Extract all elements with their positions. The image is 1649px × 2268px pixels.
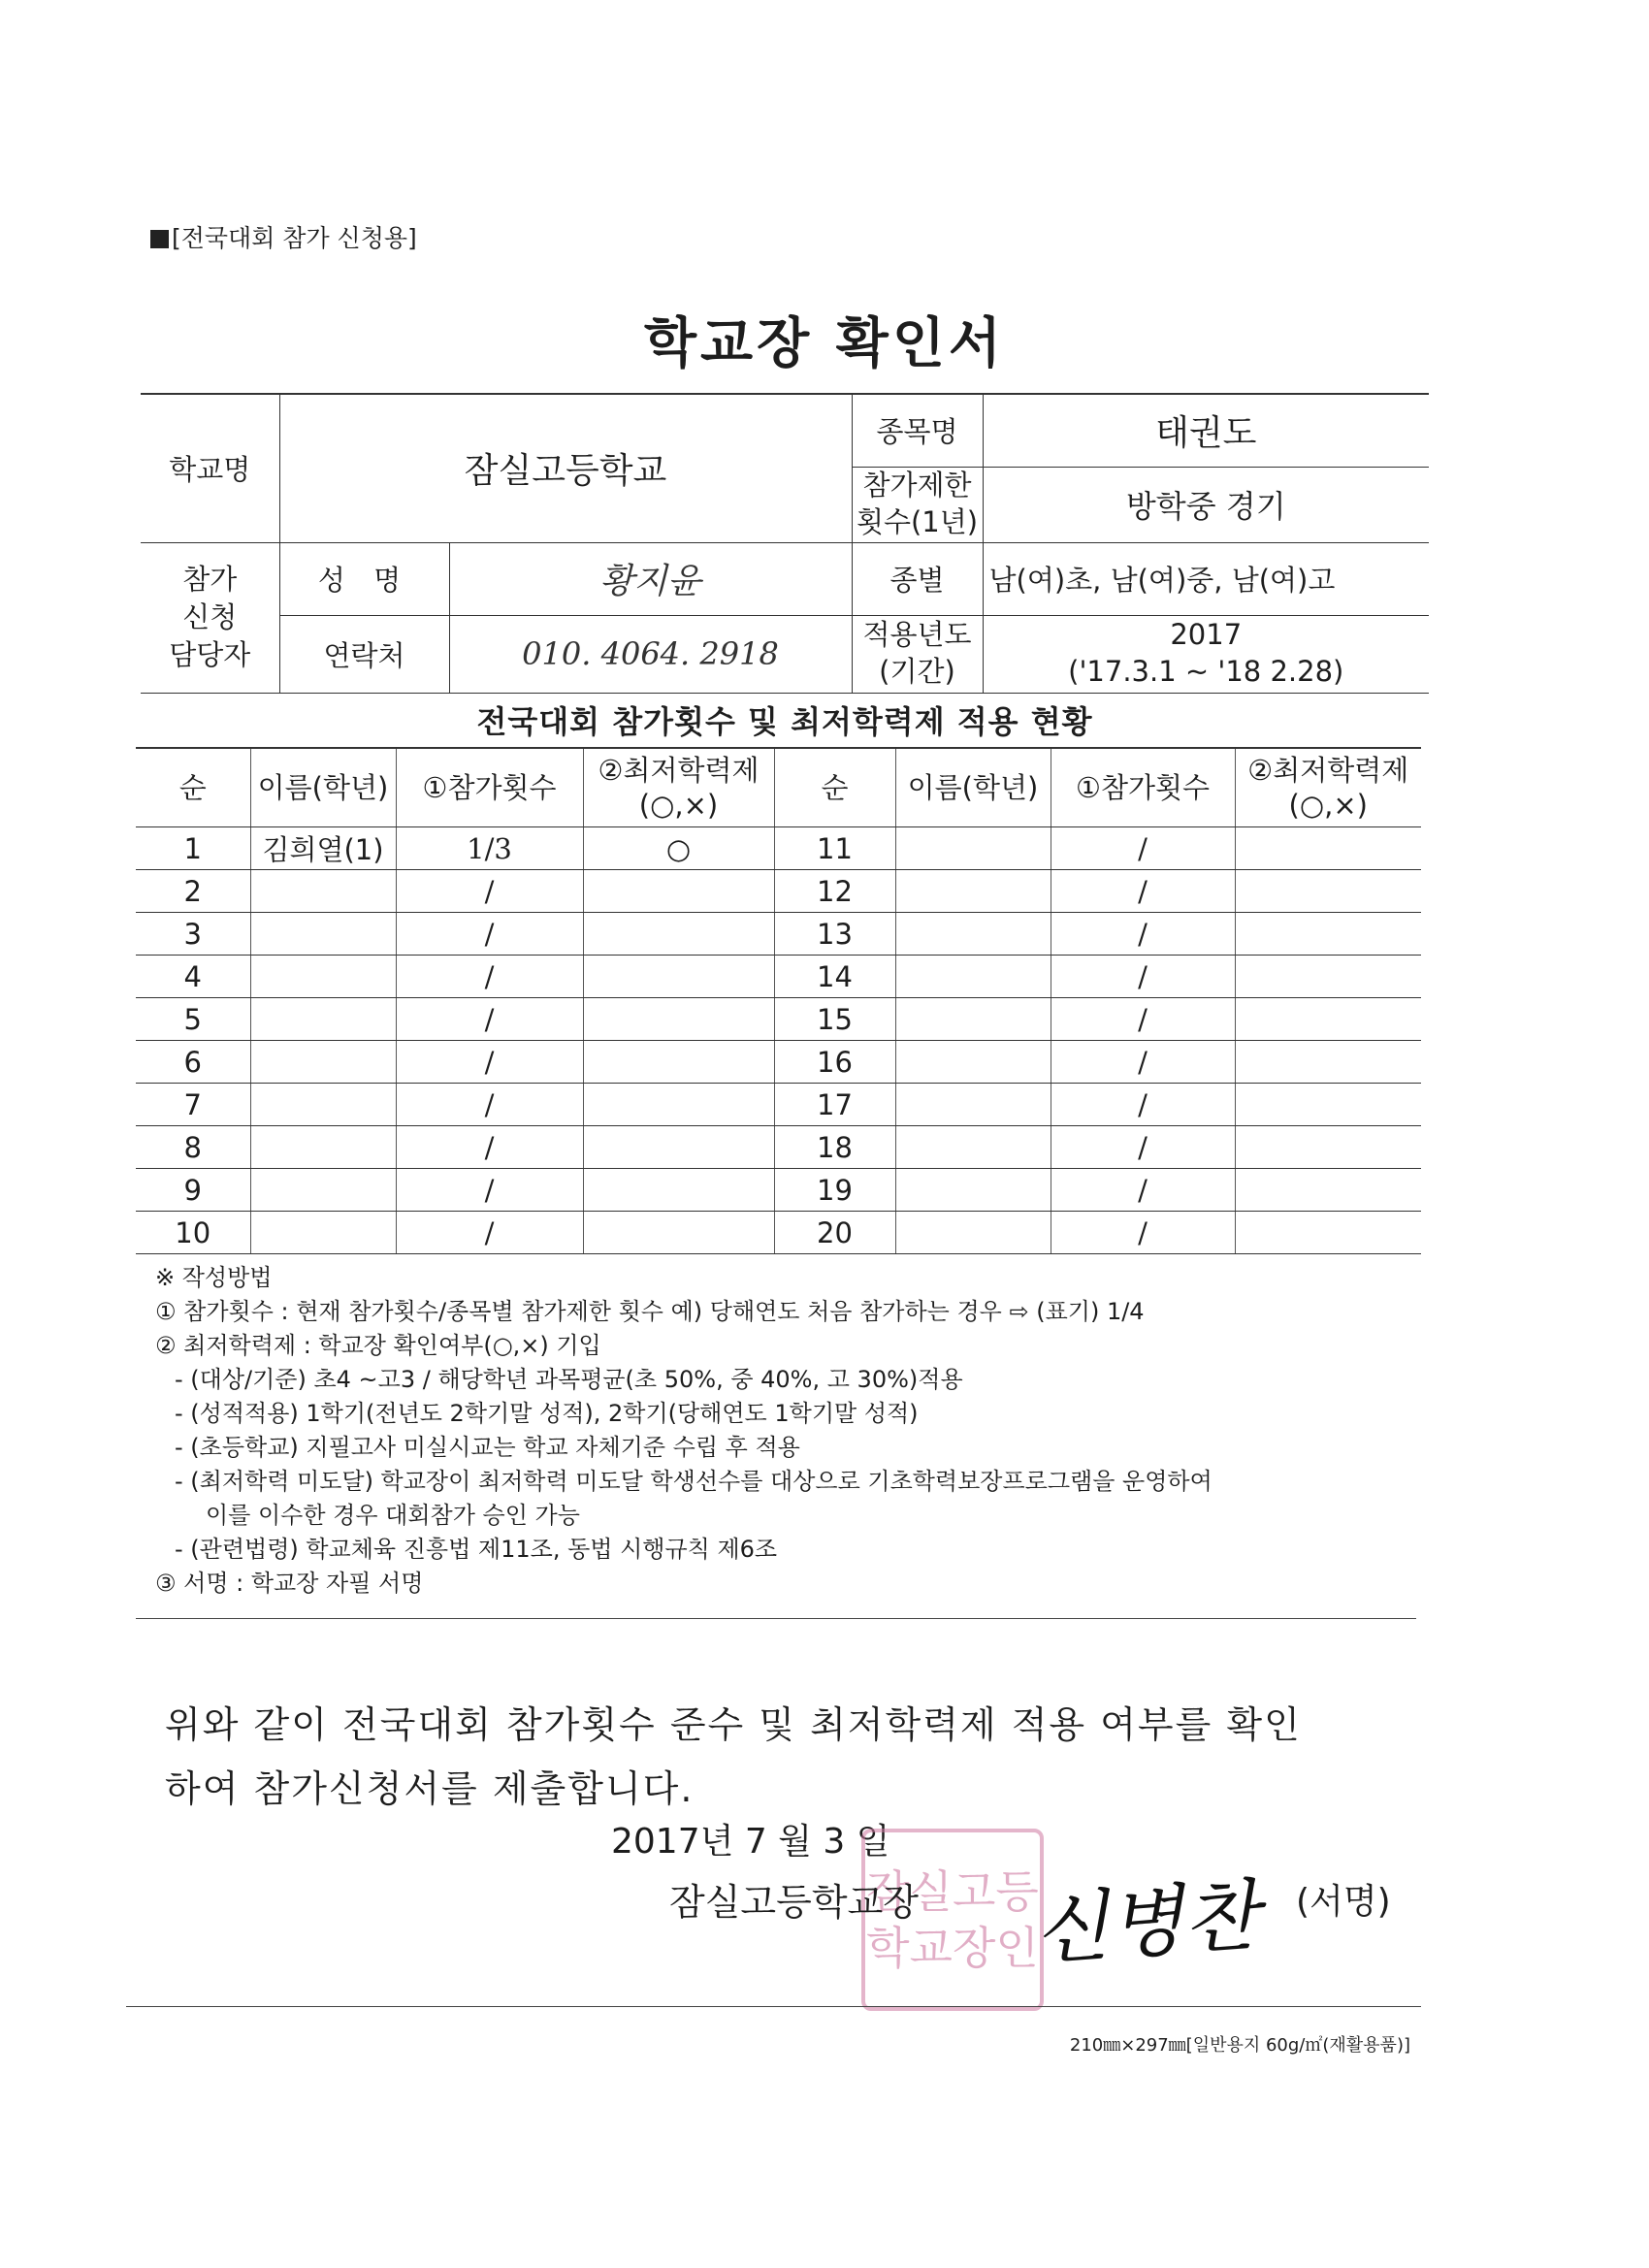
row-count: / — [396, 1126, 583, 1169]
row-no: 5 — [136, 998, 250, 1041]
contact-value: 010. 4064. 2918 — [449, 615, 852, 693]
table-row — [136, 1084, 1421, 1126]
year-value: 2017 ('17.3.1 ~ '18 2.28) — [983, 615, 1429, 693]
row-name — [895, 1084, 1051, 1126]
divider — [136, 1618, 1416, 1619]
row-no: 15 — [774, 998, 895, 1041]
row-count: / — [396, 913, 583, 956]
table-row — [136, 1212, 1421, 1254]
col-no: 순 — [136, 748, 250, 827]
row-min — [1235, 1084, 1421, 1126]
instruction-line: ② 최저학력제 : 학교장 확인여부(○,×) 기입 — [155, 1332, 601, 1359]
row-min — [583, 1084, 774, 1126]
row-name — [250, 870, 396, 913]
row-no: 8 — [136, 1126, 250, 1169]
row-no: 9 — [136, 1169, 250, 1212]
row-no: 18 — [774, 1126, 895, 1169]
row-name — [895, 1169, 1051, 1212]
row-count: / — [1051, 827, 1235, 870]
paper-note: 210㎜×297㎜[일반용지 60g/㎡(재활용품)] — [1069, 2035, 1410, 2056]
row-count: 1/3 — [396, 827, 583, 870]
col-min: ②최저학력제 (○,×) — [583, 748, 774, 827]
row-name — [895, 956, 1051, 998]
category-value: 남(여)초, 남(여)중, 남(여)고 — [983, 542, 1429, 615]
row-name — [895, 1126, 1051, 1169]
status-header-row — [136, 748, 1421, 827]
row-name — [250, 1084, 396, 1126]
row-count: / — [1051, 1041, 1235, 1084]
row-no: 16 — [774, 1041, 895, 1084]
sport-value: 태권도 — [983, 394, 1429, 467]
limit-label: 참가제한 횟수(1년) — [852, 467, 983, 542]
row-count: / — [1051, 913, 1235, 956]
row-min — [1235, 998, 1421, 1041]
row-min — [583, 1126, 774, 1169]
row-no: 11 — [774, 827, 895, 870]
category-label: 종별 — [852, 542, 983, 615]
row-name — [895, 1212, 1051, 1254]
row-name — [895, 998, 1051, 1041]
row-name: 김희열(1) — [250, 827, 396, 870]
limit-value: 방학중 경기 — [983, 467, 1429, 542]
row-no: 1 — [136, 827, 250, 870]
row-name — [895, 1041, 1051, 1084]
row-name — [250, 998, 396, 1041]
row-min — [583, 870, 774, 913]
row-no: 2 — [136, 870, 250, 913]
row-count: / — [1051, 956, 1235, 998]
row-no: 12 — [774, 870, 895, 913]
row-count: / — [396, 1169, 583, 1212]
instruction-line: ① 참가횟수 : 현재 참가횟수/종목별 참가제한 횟수 예) 당해연도 처음 참가하는 경우 ⇨ (표기) 1/4 — [155, 1298, 1145, 1325]
row-min — [583, 1169, 774, 1212]
row-no: 3 — [136, 913, 250, 956]
row-min: ○ — [583, 827, 774, 870]
row-count: / — [1051, 1126, 1235, 1169]
row-name — [250, 1212, 396, 1254]
row-name — [250, 1126, 396, 1169]
instructions-heading: ※ 작성방법 — [155, 1264, 273, 1291]
school-seal: 잠실고등학교장인 — [861, 1829, 1044, 2011]
table-row — [136, 913, 1421, 956]
row-no: 4 — [136, 956, 250, 998]
row-min — [583, 913, 774, 956]
contact-label: 연락처 — [279, 615, 449, 693]
row-count: / — [396, 956, 583, 998]
row-name — [250, 913, 396, 956]
row-min — [1235, 1126, 1421, 1169]
instruction-line: - (성적적용) 1학기(전년도 2학기말 성적), 2학기(당해연도 1학기말 성적) — [175, 1400, 919, 1427]
status-title: 전국대회 참가횟수 및 최저학력제 적용 현황 — [476, 703, 1093, 740]
row-name — [895, 827, 1051, 870]
name-label: 성 명 — [279, 542, 449, 615]
table-row — [136, 827, 1421, 870]
name-value: 황지윤 — [449, 542, 852, 615]
table-row — [136, 998, 1421, 1041]
row-count: / — [396, 1041, 583, 1084]
table-row — [136, 1169, 1421, 1212]
row-min — [583, 956, 774, 998]
school-value: 잠실고등학교 — [279, 394, 852, 542]
status-table — [136, 747, 1421, 1254]
col-name: 이름(학년) — [895, 748, 1051, 827]
instruction-line: 이를 이수한 경우 대회참가 승인 가능 — [206, 1502, 580, 1529]
instruction-line: - (최저학력 미도달) 학교장이 최저학력 미도달 학생선수를 대상으로 기초학력보장프로그램을 운영하여 — [175, 1468, 1212, 1495]
year-label: 적용년도 (기간) — [852, 615, 983, 693]
row-count: / — [396, 1212, 583, 1254]
row-count: / — [396, 1084, 583, 1126]
square-bullet-icon — [150, 230, 169, 248]
row-min — [583, 1212, 774, 1254]
page-title: 학교장 확인서 — [643, 312, 1006, 375]
footer-divider — [126, 2006, 1421, 2007]
row-no: 10 — [136, 1212, 250, 1254]
row-min — [1235, 1169, 1421, 1212]
instruction-line: - (관련법령) 학교체육 진흥법 제11조, 동법 시행규칙 제6조 — [175, 1536, 778, 1563]
row-name — [250, 1169, 396, 1212]
table-row — [136, 1126, 1421, 1169]
table-row — [136, 1041, 1421, 1084]
row-count: / — [1051, 1169, 1235, 1212]
col-name: 이름(학년) — [250, 748, 396, 827]
row-name — [895, 870, 1051, 913]
signature-label: (서명) — [1296, 1882, 1391, 1922]
table-row — [136, 956, 1421, 998]
row-count: / — [396, 998, 583, 1041]
sport-label: 종목명 — [852, 394, 983, 467]
instruction-line: - (초등학교) 지필고사 미실시교는 학교 자체기준 수립 후 적용 — [175, 1434, 800, 1461]
row-count: / — [1051, 998, 1235, 1041]
applicant-label: 참가 신청 담당자 — [141, 542, 279, 693]
col-count: ①참가횟수 — [396, 748, 583, 827]
row-count: / — [1051, 870, 1235, 913]
row-min — [583, 1041, 774, 1084]
row-min — [583, 998, 774, 1041]
instructions — [155, 1261, 1212, 1601]
row-min — [1235, 913, 1421, 956]
row-no: 6 — [136, 1041, 250, 1084]
row-min — [1235, 1212, 1421, 1254]
col-count: ①참가횟수 — [1051, 748, 1235, 827]
row-min — [1235, 956, 1421, 998]
row-count: / — [396, 870, 583, 913]
row-no: 13 — [774, 913, 895, 956]
col-no: 순 — [774, 748, 895, 827]
row-count: / — [1051, 1212, 1235, 1254]
row-count: / — [1051, 1084, 1235, 1126]
row-name — [250, 956, 396, 998]
principal-signature: 신병찬 — [1030, 1870, 1262, 1976]
form-tag: [전국대회 참가 신청용] — [150, 219, 417, 254]
confirmation-text: 위와 같이 전국대회 참가횟수 준수 및 최저학력제 적용 여부를 확인 하여 참가신청서를 제출합니다. — [165, 1703, 1302, 1810]
row-min — [1235, 870, 1421, 913]
row-name — [895, 913, 1051, 956]
principal-title: 잠실고등학교장 — [669, 1881, 919, 1924]
row-no: 7 — [136, 1084, 250, 1126]
row-no: 14 — [774, 956, 895, 998]
info-table — [141, 393, 1429, 694]
instruction-line: ③ 서명 : 학교장 자필 서명 — [155, 1570, 424, 1597]
date-line: 2017년 7 월 3 일 — [611, 1822, 890, 1862]
row-name — [250, 1041, 396, 1084]
row-min — [1235, 1041, 1421, 1084]
row-no: 19 — [774, 1169, 895, 1212]
table-row — [136, 870, 1421, 913]
row-no: 20 — [774, 1212, 895, 1254]
instruction-line: - (대상/기준) 초4 ~고3 / 해당학년 과목평균(초 50%, 중 40%, 고 30%)적용 — [175, 1366, 963, 1393]
col-min: ②최저학력제 (○,×) — [1235, 748, 1421, 827]
row-min — [1235, 827, 1421, 870]
school-label: 학교명 — [141, 394, 279, 542]
row-no: 17 — [774, 1084, 895, 1126]
